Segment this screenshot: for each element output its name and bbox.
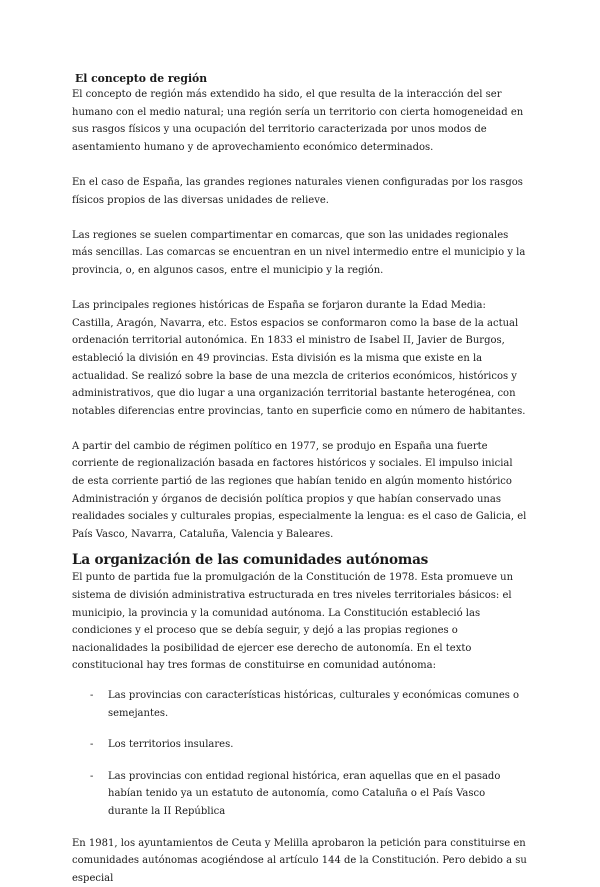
list-item	[72, 736, 528, 754]
list-item-text: Los territorios insulares.	[108, 739, 234, 751]
list-item	[72, 687, 528, 722]
section-heading-concepto-region: El concepto de región	[75, 72, 208, 85]
document-page	[72, 72, 528, 887]
list-item-text: Las provincias con características históricas, culturales y económicas comunes o semejantes.	[108, 690, 520, 719]
paragraph-regiones-historicas: Las principales regiones históricas de España se forjaron durante la Edad Media: Castilla, Aragón, Navarra, etc. Estos espacios se conformaron como la base de la actual ordenación territorial autonómica. En 1833 el ministro de Isabel II, Javier de Burgos, estableció la división en 49 provincias. Esta división es la misma que existe en la actualidad. Se realizó sobre la base de una mezcla de criterios económicos, históricos y administrativos, que dio lugar a una organización territorial bastante heterogénea, con notables diferencias entre provincias, tanto en superficie como en número de habitantes.	[72, 300, 526, 417]
list-item	[72, 768, 528, 821]
paragraph-punto-partida: El punto de partida fue la promulgación de la Constitución de 1978. Esta promueve un sistema de división administrativa estructurada en tres niveles territoriales básicos: el municipio, la provincia y la comunidad autónoma. La Constitución estableció las condiciones y el proceso que se debía seguir, y dejó a las propias regiones o nacionalidades la posibilidad de ejercer ese derecho de autonomía. En el texto constitucional hay tres formas de constituirse en comunidad autónoma:	[72, 572, 514, 672]
section-heading-organizacion: La organización de las comunidades autónomas	[72, 552, 429, 569]
paragraph-ceuta-melilla: En 1981, los ayuntamientos de Ceuta y Melilla aprobaron la petición para constituirse en comunidades autónomas acogiéndose al artículo 144 de la Constitución. Pero debido a su especial	[72, 837, 527, 884]
paragraph-caso-espana: En el caso de España, las grandes regiones naturales vienen configuradas por los rasgos físicos propios de las diversas unidades de relieve.	[72, 176, 523, 206]
list-bullet: -	[90, 739, 94, 751]
paragraph-concepto: El concepto de región más extendido ha sido, el que resulta de la interacción del ser humano con el medio natural; una región sería un territorio con cierta homogeneidad en sus rasgos físicos y una ocupación del territorio caracterizada por unos modos de asentamiento humano y de aprovechamiento económico determinados.	[72, 89, 524, 153]
list-bullet: -	[90, 690, 94, 701]
list-item-text: Las provincias con entidad regional histórica, eran aquellas que en el pasado habían tenido ya un estatuto de autonomía, como Cataluña o el País Vasco durante la II República	[108, 770, 501, 817]
paragraph-comarcas: Las regiones se suelen compartimentar en comarcas, que son las unidades regionales más sencillas. Las comarcas se encuentran en un nivel intermedio entre el municipio y la provincia, o, en algunos casos, entre el municipio y la región.	[72, 229, 526, 276]
paragraph-regionalizacion: A partir del cambio de régimen político en 1977, se produjo en España una fuerte corriente de regionalización basada en factores históricos y sociales. El impulso inicial de esta corriente partió de las regiones que habían tenido en algún momento histórico Administración y órganos de decisión política propios y que habían conservado unas realidades sociales y culturales propias, especialmente la lengua: es el caso de Galicia, el País Vasco, Navarra, Cataluña, Valencia y Baleares.	[72, 440, 527, 540]
list-bullet: -	[90, 770, 94, 782]
